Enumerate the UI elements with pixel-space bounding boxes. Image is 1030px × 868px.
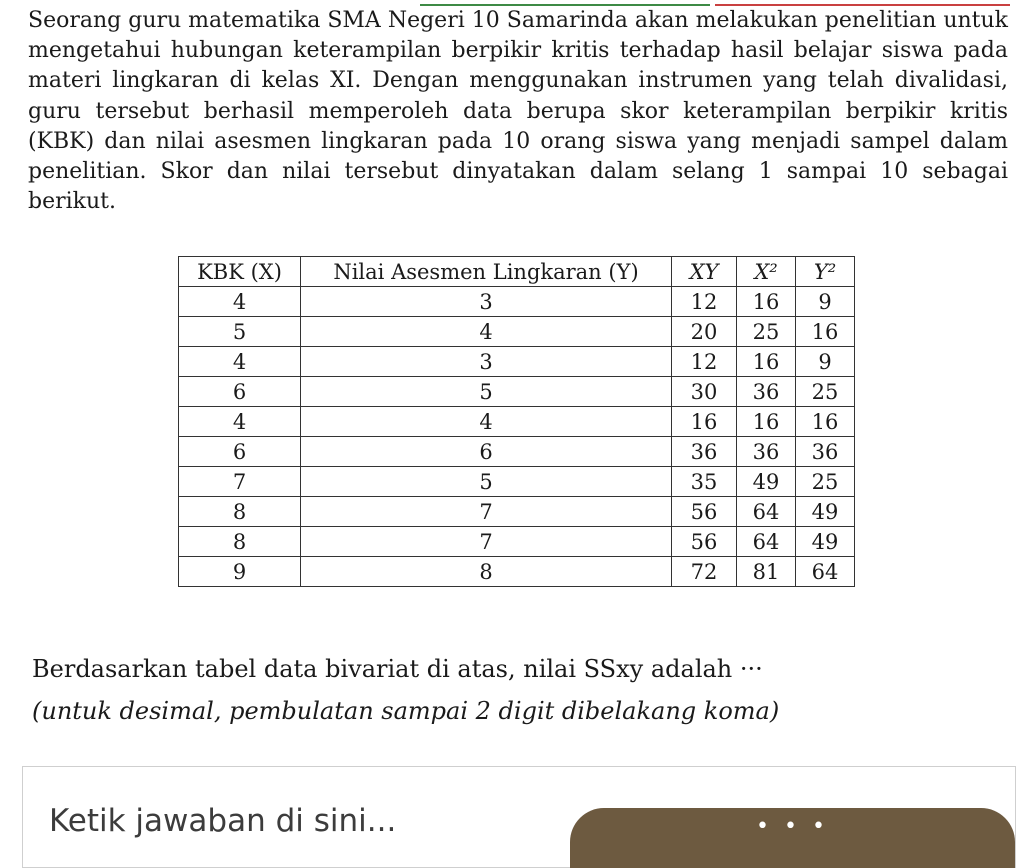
cell-x-squared: 49: [737, 467, 796, 497]
table-row: [179, 407, 855, 437]
cell-kbk: 5: [179, 317, 301, 347]
cell-kbk: 8: [179, 497, 301, 527]
cell-nilai: 7: [301, 497, 672, 527]
cell-y-squared: 9: [796, 347, 855, 377]
cell-nilai: 7: [301, 527, 672, 557]
cell-kbk: 9: [179, 557, 301, 587]
table-row: [179, 287, 855, 317]
cell-y-squared: 36: [796, 437, 855, 467]
cell-kbk: 4: [179, 347, 301, 377]
cell-y-squared: 64: [796, 557, 855, 587]
header-kbk: KBK (X): [179, 257, 301, 287]
cell-x-squared: 16: [737, 407, 796, 437]
table-row: [179, 317, 855, 347]
table-row: [179, 437, 855, 467]
cell-kbk: 8: [179, 527, 301, 557]
cell-x-squared: 16: [737, 347, 796, 377]
cell-y-squared: 16: [796, 407, 855, 437]
header-x-squared: X²: [737, 257, 796, 287]
cell-xy: 20: [672, 317, 737, 347]
table-row: [179, 527, 855, 557]
cell-y-squared: 49: [796, 497, 855, 527]
data-table: [178, 256, 855, 587]
answer-input[interactable]: [49, 803, 569, 839]
cell-x-squared: 64: [737, 527, 796, 557]
cell-y-squared: 25: [796, 467, 855, 497]
cell-xy: 12: [672, 347, 737, 377]
cell-y-squared: 9: [796, 287, 855, 317]
cell-x-squared: 25: [737, 317, 796, 347]
cell-xy: 56: [672, 497, 737, 527]
cell-xy: 56: [672, 527, 737, 557]
table-row: [179, 497, 855, 527]
cell-nilai: 5: [301, 377, 672, 407]
question-main: Berdasarkan tabel data bivariat di atas, nilai SSxy adalah ···: [32, 655, 763, 683]
cell-x-squared: 16: [737, 287, 796, 317]
cell-nilai: 8: [301, 557, 672, 587]
table-row: [179, 377, 855, 407]
more-options-button[interactable]: [570, 808, 1015, 868]
cell-xy: 35: [672, 467, 737, 497]
question-text: [32, 648, 1022, 732]
table-row: [179, 557, 855, 587]
cell-kbk: 6: [179, 377, 301, 407]
more-dots-icon: • • •: [756, 814, 829, 839]
cell-kbk: 7: [179, 467, 301, 497]
cell-kbk: 4: [179, 407, 301, 437]
cell-xy: 36: [672, 437, 737, 467]
header-y-squared: Y²: [796, 257, 855, 287]
cell-nilai: 6: [301, 437, 672, 467]
cell-nilai: 5: [301, 467, 672, 497]
cell-y-squared: 16: [796, 317, 855, 347]
header-nilai-asesmen: Nilai Asesmen Lingkaran (Y): [301, 257, 672, 287]
table-row: [179, 347, 855, 377]
table-row: [179, 467, 855, 497]
cell-kbk: 6: [179, 437, 301, 467]
cell-xy: 30: [672, 377, 737, 407]
header-xy: XY: [672, 257, 737, 287]
problem-paragraph: Seorang guru matematika SMA Negeri 10 Samarinda akan melakukan penelitian untuk mengetahui hubungan keterampilan berpikir kritis terhadap hasil belajar siswa pada materi lingkaran di kelas XI. Dengan menggunakan instrumen yang telah divalidasi, guru tersebut berhasil memperoleh data berupa skor keterampilan berpikir kritis (KBK) dan nilai asesmen lingkaran pada 10 orang siswa yang menjadi sampel dalam penelitian. Skor dan nilai tersebut dinyatakan dalam selang 1 sampai 10 sebagai berikut.: [28, 8, 1008, 215]
table-header-row: [179, 257, 855, 287]
cell-xy: 16: [672, 407, 737, 437]
cell-xy: 72: [672, 557, 737, 587]
cell-y-squared: 25: [796, 377, 855, 407]
question-note: (untuk desimal, pembulatan sampai 2 digit dibelakang koma): [32, 697, 780, 725]
cell-nilai: 3: [301, 347, 672, 377]
cell-nilai: 3: [301, 287, 672, 317]
cell-xy: 12: [672, 287, 737, 317]
cell-x-squared: 81: [737, 557, 796, 587]
cell-nilai: 4: [301, 317, 672, 347]
cell-x-squared: 36: [737, 437, 796, 467]
cell-y-squared: 49: [796, 527, 855, 557]
cell-kbk: 4: [179, 287, 301, 317]
cell-x-squared: 36: [737, 377, 796, 407]
table-body: [179, 287, 855, 587]
cell-nilai: 4: [301, 407, 672, 437]
cell-x-squared: 64: [737, 497, 796, 527]
